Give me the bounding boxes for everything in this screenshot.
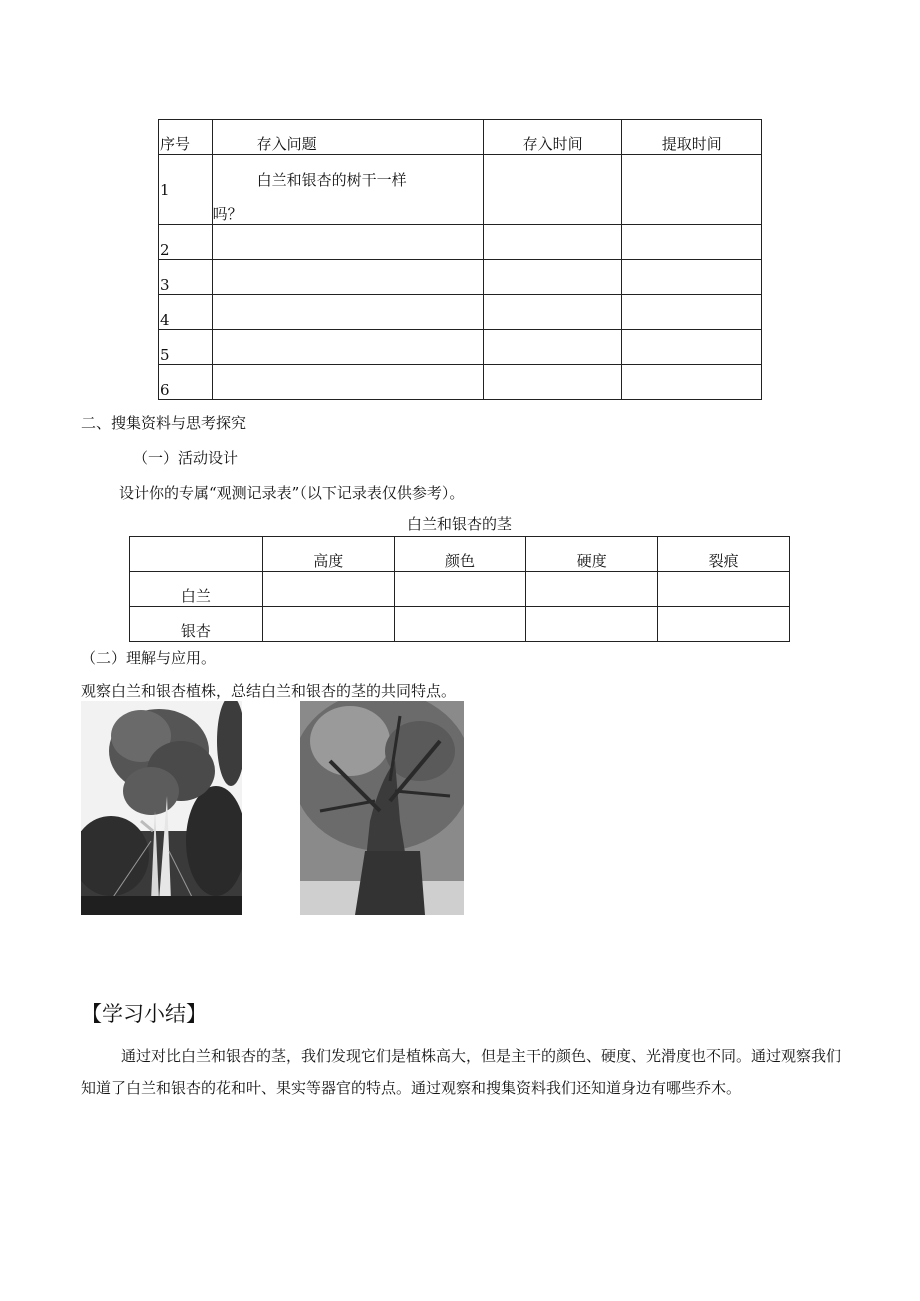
table-row [159,295,762,330]
store-time-cell[interactable] [483,225,622,260]
retrieve-time-cell[interactable] [622,225,762,260]
row-number: 5 [159,330,213,365]
question-cell [212,155,483,225]
subsection-heading: （一）活动设计 [133,449,239,467]
header-cell: 序号 [159,120,213,155]
header-cell: 硬度 [526,537,658,572]
row-number: 6 [159,365,213,400]
retrieve-time-cell[interactable] [622,260,762,295]
data-cell[interactable] [658,607,790,642]
question-cell[interactable] [212,260,483,295]
header-cell: 存入时间 [483,120,622,155]
row-number: 3 [159,260,213,295]
table-row [159,365,762,400]
retrieve-time-cell[interactable] [622,365,762,400]
data-cell[interactable] [262,607,394,642]
white-orchid-tree-photo [81,701,242,915]
data-cell[interactable] [658,572,790,607]
retrieve-time-cell[interactable] [622,295,762,330]
header-cell: 颜色 [394,537,526,572]
task-text: 观察白兰和银杏植株，总结白兰和银杏的茎的共同特点。 [81,682,457,700]
section-heading: 二、搜集资料与思考探究 [81,414,247,432]
retrieve-time-cell[interactable] [622,330,762,365]
ginkgo-tree-photo [300,701,464,915]
question-storage-table [158,119,762,400]
question-text-line1: 白兰和银杏的树干一样 [256,171,407,189]
table-row [130,572,790,607]
table-row [130,607,790,642]
table-header-row [159,120,762,155]
table-header-row [130,537,790,572]
summary-title: 【学习小结】 [81,1002,207,1026]
header-cell: 提取时间 [622,120,762,155]
header-cell [130,537,263,572]
header-cell: 高度 [262,537,394,572]
question-cell[interactable] [212,225,483,260]
row-number: 4 [159,295,213,330]
store-time-cell[interactable] [483,260,622,295]
store-time-cell[interactable] [483,295,622,330]
table-row [159,155,762,225]
row-number: 2 [159,225,213,260]
header-cell: 裂痕 [658,537,790,572]
table-title: 白兰和银杏的茎 [406,515,512,533]
store-time-cell[interactable] [483,365,622,400]
row-label: 白兰 [130,572,263,607]
question-cell[interactable] [212,330,483,365]
row-number: 1 [159,155,213,225]
question-text-line2: 吗？ [212,205,243,223]
table-row [159,260,762,295]
table-row [159,225,762,260]
observation-record-table [129,536,790,642]
table-row [159,330,762,365]
summary-text: 通过对比白兰和银杏的茎，我们发现它们是植株高大，但是主干的颜色、硬度、光滑度也不同。通过观察我们知道了白兰和银杏的花和叶、果实等器官的特点。通过观察和搜集资料我们还知道身边有哪些乔木。 [81,1047,842,1097]
store-time-cell[interactable] [483,330,622,365]
question-cell[interactable] [212,295,483,330]
question-cell[interactable] [212,365,483,400]
subsection-heading: （二）理解与应用。 [81,649,217,667]
data-cell[interactable] [526,607,658,642]
store-time-cell[interactable] [483,155,622,225]
row-label: 银杏 [130,607,263,642]
data-cell[interactable] [262,572,394,607]
data-cell[interactable] [526,572,658,607]
retrieve-time-cell[interactable] [622,155,762,225]
summary-paragraph [81,1040,851,1104]
header-cell: 存入问题 [212,120,483,155]
data-cell[interactable] [394,572,526,607]
instruction-text: 设计你的专属“观测记录表”（以下记录表仅供参考）。 [119,484,465,502]
data-cell[interactable] [394,607,526,642]
